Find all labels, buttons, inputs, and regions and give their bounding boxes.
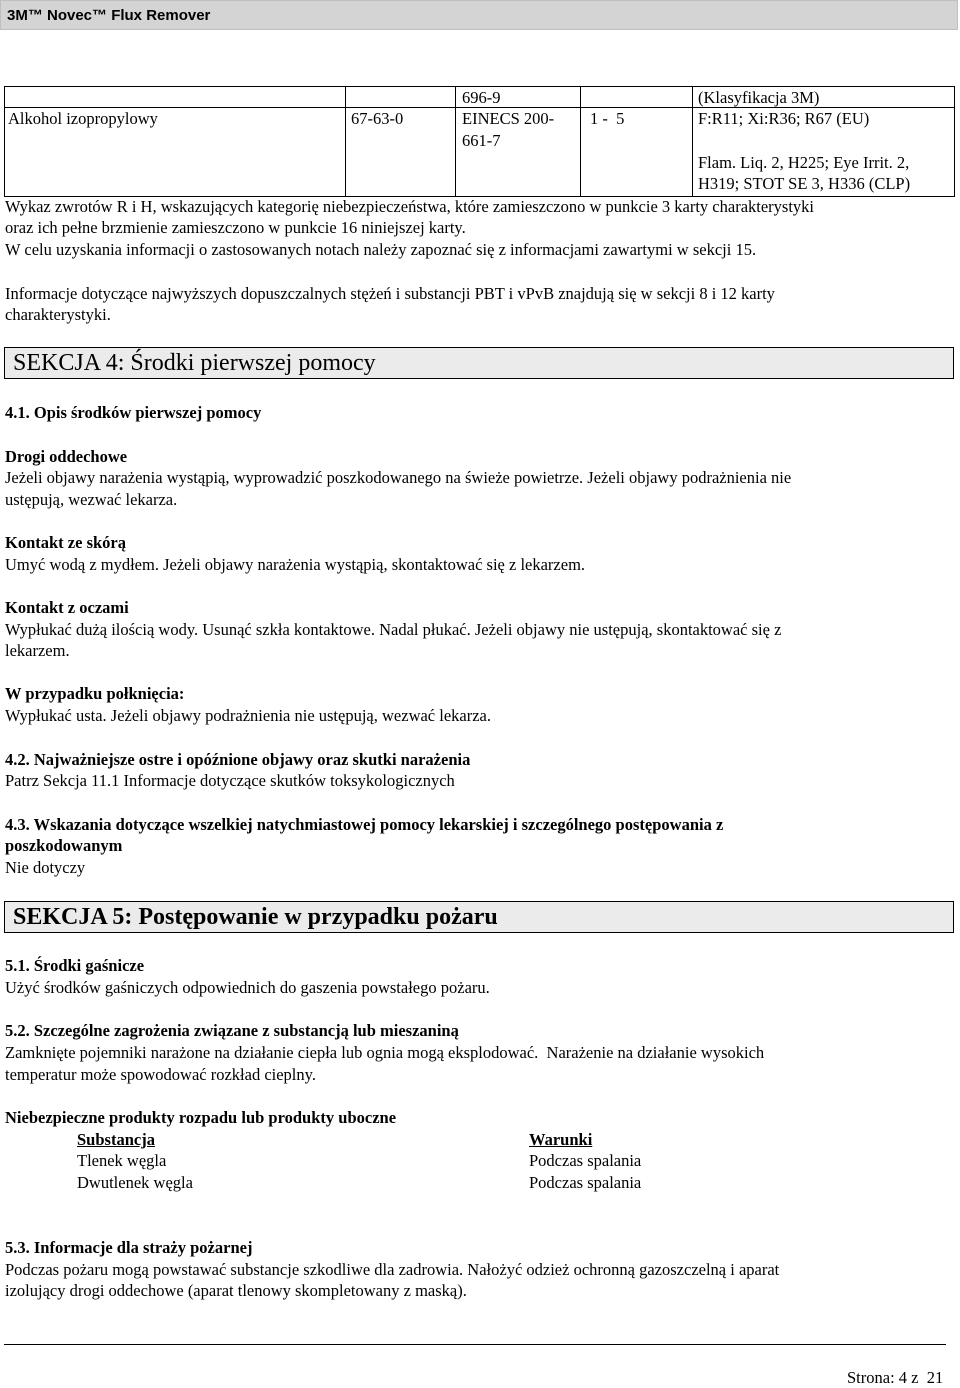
product-substance: Tlenek węgla [77, 1151, 167, 1170]
classification-line: Flam. Liq. 2, H225; Eye Irrit. 2, [698, 153, 910, 172]
body-text: Jeżeli objawy narażenia wystąpią, wyprowadzić poszkodowanego na świeże powietrze. Jeżeli objawy podrażnienia nie [5, 468, 792, 487]
document-header [0, 0, 958, 30]
section-title: SEKCJA 4: Środki pierwszej pomocy [13, 350, 376, 376]
section-5-header [4, 901, 954, 933]
body-text: Zamknięte pojemniki narażone na działanie ciepła lub ognia mogą eksplodować. Narażenie na działanie wysokich [5, 1043, 765, 1062]
subsection-heading: 4.3. Wskazania dotyczące wszelkiej natychmiastowej pomocy lekarskiej i szczególnego postępowania z [5, 815, 724, 834]
body-text: temperatur może spowodować rozkład cieplny. [5, 1065, 316, 1084]
note-text: oraz ich pełne brzmienie zamieszczono w punkcie 16 niniejszej karty. [5, 218, 466, 237]
table-divider [580, 86, 581, 197]
subsection-heading: 4.2. Najważniejsze ostre i opóźnione objawy oraz skutki narażenia [5, 750, 471, 769]
subsection-heading: Niebezpieczne produkty rozpadu lub produkty uboczne [5, 1108, 397, 1127]
section-4-header [4, 347, 954, 379]
body-text: Umyć wodą z mydłem. Jeżeli objawy narażenia wystąpią, skontaktować się z lekarzem. [5, 555, 586, 574]
footer-rule [4, 1344, 946, 1345]
classification-line: (Klasyfikacja 3M) [698, 88, 820, 107]
subsection-heading: 4.1. Opis środków pierwszej pomocy [5, 403, 262, 422]
body-text: Podczas pożaru mogą powstawać substancje szkodliwe dla zadrowia. Nałożyć odzież ochronną gazoszczelną i aparat [5, 1260, 780, 1279]
page-number: Strona: 4 z 21 [847, 1368, 944, 1387]
substance-name: Alkohol izopropylowy [8, 109, 158, 128]
concentration: 1 - 5 [590, 109, 625, 128]
document-title: 3M™ Novec™ Flux Remover [7, 7, 211, 24]
product-condition: Podczas spalania [529, 1173, 642, 1192]
subsection-heading: Kontakt ze skórą [5, 533, 126, 552]
table-divider [455, 86, 456, 197]
table-divider [345, 86, 346, 197]
section-title: SEKCJA 5: Postępowanie w przypadku pożaru [13, 904, 498, 930]
note-text: charakterystyki. [5, 305, 111, 324]
classification-line: H319; STOT SE 3, H336 (CLP) [698, 174, 911, 193]
table-divider [692, 86, 693, 197]
body-text: izolujący drogi oddechowe (aparat tlenowy skompletowany z maską). [5, 1281, 467, 1300]
body-text: ustępują, wezwać lekarza. [5, 490, 178, 509]
classification-line: F:R11; Xi:R36; R67 (EU) [698, 109, 870, 128]
subsection-heading: 5.1. Środki gaśnicze [5, 956, 145, 975]
ec-number-line: 661-7 [462, 131, 501, 150]
product-substance: Dwutlenek węgla [77, 1173, 193, 1192]
cas-number: 67-63-0 [351, 109, 404, 128]
note-text: Informacje dotyczące najwyższych dopuszczalnych stężeń i substancji PBT i vPvB znajdują się w sekcji 8 i 12 karty [5, 284, 775, 303]
product-condition: Podczas spalania [529, 1151, 642, 1170]
body-text: Wypłukać usta. Jeżeli objawy podrażnienia nie ustępują, wezwać lekarza. [5, 706, 492, 725]
body-text: Nie dotyczy [5, 858, 86, 877]
ec-number-line: EINECS 200- [462, 109, 555, 128]
note-text: W celu uzyskania informacji o zastosowanych notach należy zapoznać się z informacjami zawartymi w sekcji 15. [5, 240, 757, 259]
body-text: Wypłukać dużą ilością wody. Usunąć szkła kontaktowe. Nadal płukać. Jeżeli objawy nie ustępują, skontaktować się z [5, 620, 782, 639]
body-text: Patrz Sekcja 11.1 Informacje dotyczące skutków toksykologicznych [5, 771, 455, 790]
column-header-conditions: Warunki [529, 1130, 593, 1149]
subsection-heading: 5.2. Szczególne zagrożenia związane z substancją lub mieszaniną [5, 1021, 459, 1040]
subsection-heading: 5.3. Informacje dla straży pożarnej [5, 1238, 253, 1257]
body-text: lekarzem. [5, 641, 70, 660]
subsection-heading: Drogi oddechowe [5, 447, 128, 466]
ec-number-prev: 696-9 [462, 88, 501, 107]
subsection-heading: Kontakt z oczami [5, 598, 129, 617]
subsection-heading: poszkodowanym [5, 836, 123, 855]
note-text: Wykaz zwrotów R i H, wskazujących kategorię niebezpieczeństwa, które zamieszczono w punkcie 3 karty charakterystyki [5, 197, 815, 216]
subsection-heading: W przypadku połknięcia: [5, 684, 185, 703]
body-text: Użyć środków gaśniczych odpowiednich do gaszenia powstałego pożaru. [5, 978, 490, 997]
column-header-substance: Substancja [77, 1130, 155, 1149]
